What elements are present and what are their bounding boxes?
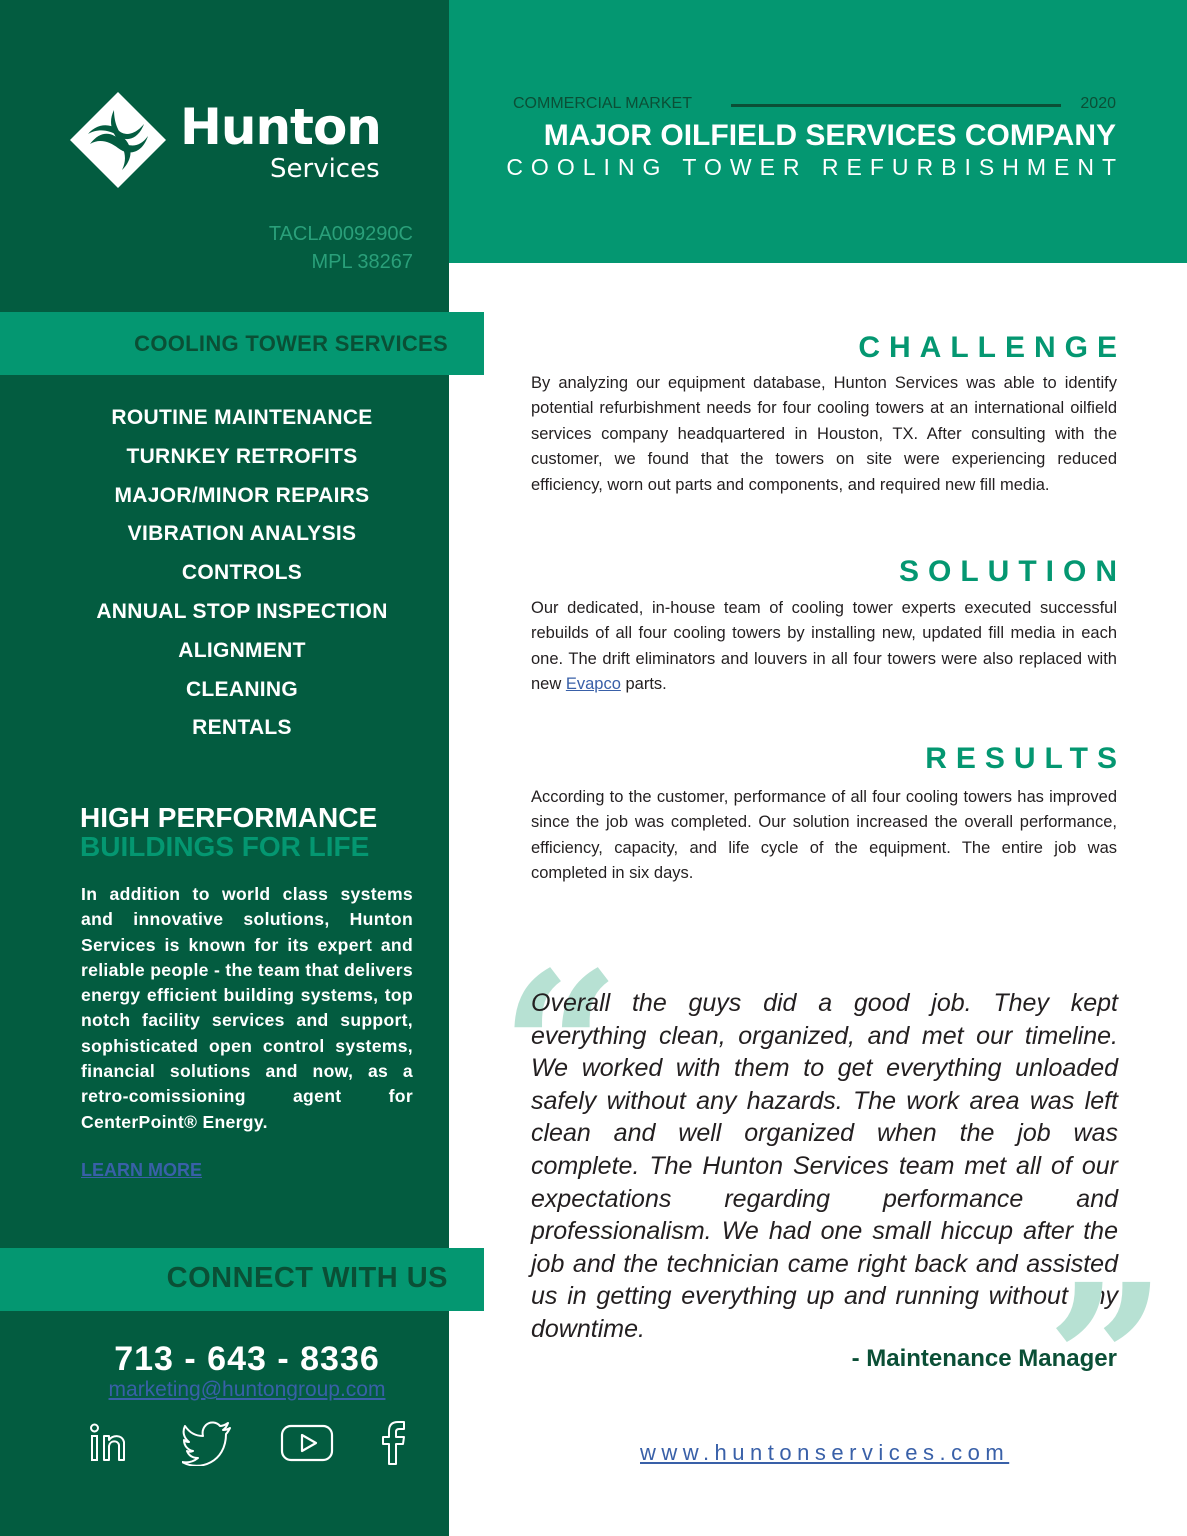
- buildings-for-life-heading: BUILDINGS FOR LIFE: [80, 831, 370, 862]
- twitter-icon[interactable]: [182, 1420, 234, 1470]
- service-item: ANNUAL STOP INSPECTION: [96, 599, 388, 623]
- hunton-diamond-icon: [68, 90, 168, 190]
- high-performance-heading: HIGH PERFORMANCE: [80, 802, 378, 833]
- solution-heading: SOLUTION: [899, 555, 1126, 588]
- solution-body: [531, 596, 1117, 698]
- service-item: RENTALS: [192, 716, 292, 740]
- company-description: In addition to world class systems and innovative solutions, Hunton Services is known for its expert and reliable people - the team that delivers energy efficient building systems, top notch facility services and support, sophisticated open control systems, financial solutions and now, as a retro-comissioning agent for CenterPoint® Energy.: [81, 884, 413, 1132]
- service-item: ALIGNMENT: [178, 638, 306, 662]
- testimonial-attribution: - Maintenance Manager: [851, 1345, 1117, 1372]
- service-item: ROUTINE MAINTENANCE: [111, 406, 373, 429]
- market-label: COMMERCIAL MARKET: [513, 95, 692, 112]
- logo-subtext: Services: [270, 154, 380, 184]
- open-quote-icon: “: [500, 926, 621, 1173]
- year-label: 2020: [1080, 95, 1116, 112]
- header-banner: [449, 0, 1187, 263]
- close-quote-icon: ”: [1046, 1238, 1167, 1485]
- connect-banner: [0, 1248, 484, 1311]
- services-banner: [0, 312, 484, 375]
- service-item: CLEANING: [185, 677, 299, 701]
- connect-title: CONNECT WITH US: [166, 1262, 448, 1294]
- email-link[interactable]: marketing@huntongroup.com: [108, 1378, 386, 1401]
- results-heading: RESULTS: [925, 742, 1126, 775]
- hunton-logo[interactable]: [68, 90, 418, 190]
- testimonial-quote: Overall the guys did a good job. They kept everything clean, organized, and met our timeline. We worked with them to get everything unloaded safely without any hazards. The work area was left clean and well organized when the job was complete. The Hunton Services team met all of our expectations regarding performance and professionalism. We had one small hiccup after the job and the technician came right back and assisted us in getting everything up and running without any downtime.: [531, 989, 1118, 1343]
- logo-wordmark: Hunton: [180, 98, 381, 156]
- evapco-link[interactable]: Evapco: [565, 675, 621, 694]
- services-list: [0, 404, 484, 753]
- service-item: MAJOR/MINOR REPAIRS: [114, 483, 370, 507]
- service-item: VIBRATION ANALYSIS: [127, 522, 357, 546]
- results-body: According to the customer, performance of all four cooling towers has improved since the job was completed. Our solution increased the overall performance, efficiency, capacity, and life cycle of the equipment. The entire job was completed in six days.: [531, 788, 1117, 883]
- phone-number[interactable]: 713 - 643 - 8336: [114, 1340, 380, 1378]
- website-link[interactable]: www.huntonservices.com: [640, 1440, 1010, 1465]
- sidebar: [0, 0, 449, 1536]
- youtube-icon[interactable]: [280, 1420, 336, 1470]
- page-subtitle: COOLING TOWER REFURBISHMENT: [506, 154, 1124, 180]
- service-item: TURNKEY RETROFITS: [126, 444, 358, 468]
- linkedin-icon[interactable]: [88, 1420, 134, 1470]
- challenge-body: By analyzing our equipment database, Hunton Services was able to identify potential refurbishment needs for four cooling towers at an international oilfield services company headquartered in Houston, TX. After consulting with the customer, we found that the towers on site were experiencing reduced efficiency, worn out parts and components, and required new fill media.: [531, 374, 1117, 494]
- service-item: CONTROLS: [181, 561, 303, 585]
- challenge-heading: CHALLENGE: [858, 331, 1126, 364]
- learn-more-link[interactable]: LEARN MORE: [81, 1160, 202, 1180]
- header-divider: [731, 104, 1061, 107]
- facebook-icon[interactable]: [380, 1420, 408, 1470]
- mpl-number: MPL 38267: [311, 251, 413, 273]
- solution-text-end: parts.: [620, 675, 667, 694]
- page-title: MAJOR OILFIELD SERVICES COMPANY: [543, 119, 1116, 152]
- license-number: TACLA009290C: [268, 223, 413, 245]
- solution-text: Our dedicated, in-house team of cooling tower experts executed successful rebuilds of all four cooling towers by installing new, updated fill media in each one. The drift eliminators and louvers in all four towers were also replaced with new: [531, 599, 1117, 694]
- services-title: COOLING TOWER SERVICES: [134, 331, 448, 356]
